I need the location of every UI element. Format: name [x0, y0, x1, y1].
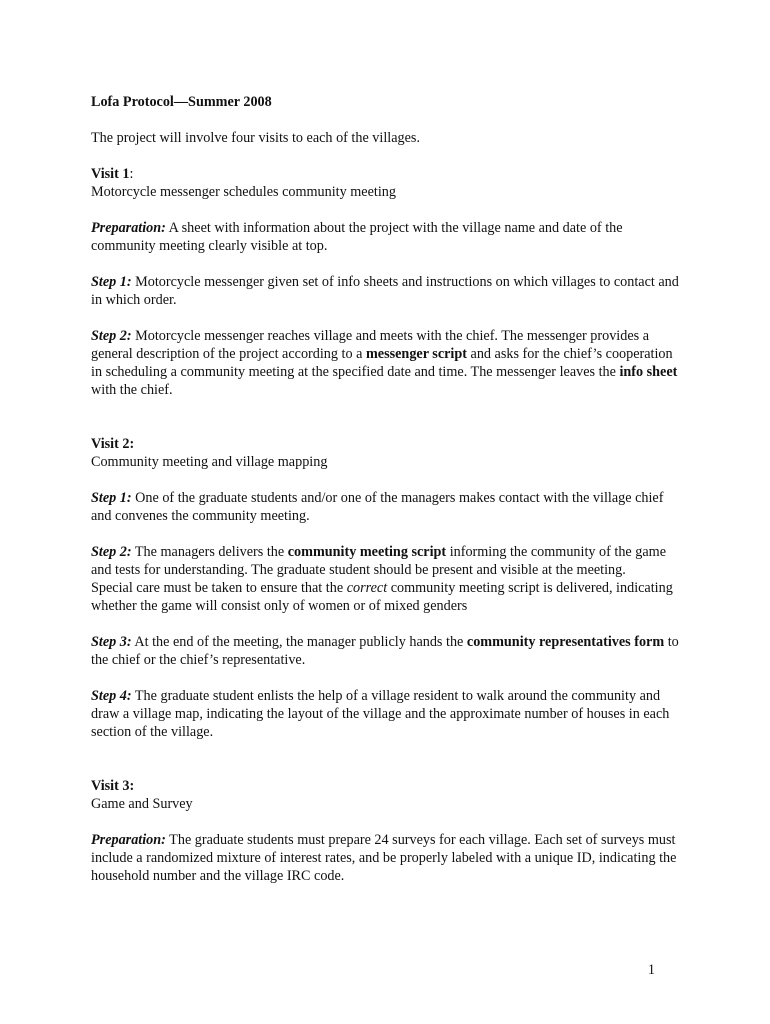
visit-1-heading-label: Visit 1 — [91, 166, 130, 182]
visit-2-step-2-note — [91, 579, 681, 615]
visit-2-heading: Visit 2: — [91, 436, 135, 452]
visit-1-step-1-label: Step 1: — [91, 274, 132, 290]
visit-1-step-2-text-c: with the chief. — [91, 382, 173, 398]
visit-1-preparation — [91, 219, 681, 255]
document-body — [91, 93, 681, 885]
visit-2-section — [91, 435, 681, 741]
info-sheet-term: info sheet — [619, 364, 678, 380]
visit-2-step-4 — [91, 687, 681, 741]
document-title: Lofa Protocol—Summer 2008 — [91, 94, 272, 110]
visit-1-preparation-label: Preparation: — [91, 220, 166, 236]
visit-1-step-2-text-b: and asks for the chief’s cooperation in scheduling a community meeting at the specified date and time. The messenger leaves the — [91, 346, 673, 380]
visit-2-step-2-text-a: The managers delivers the — [131, 544, 288, 560]
visit-3-heading: Visit 3: — [91, 778, 135, 794]
visit-2-step-2-text-b: informing the community of the game and tests for understanding. The graduate student should be present and visible at the meeting. — [91, 544, 666, 578]
visit-2-step-1 — [91, 489, 681, 525]
visit-2-step-3 — [91, 633, 681, 669]
intro-paragraph: The project will involve four visits to each of the villages. — [91, 130, 420, 146]
community-representatives-form-term: community representatives form — [466, 634, 665, 650]
visit-1-step-2 — [91, 327, 681, 399]
visit-2-step-4-label: Step 4: — [91, 688, 132, 704]
visit-2-step-3-text-b: to the chief or the chief’s representative. — [91, 634, 679, 668]
visit-3-preparation-label: Preparation: — [91, 832, 166, 848]
visit-2-step-4-text: The graduate student enlists the help of a village resident to walk around the community and draw a village map, indicating the layout of the village and the approximate number of houses in each section of the village. — [91, 688, 670, 740]
visit-1-step-2-text-a: Motorcycle messenger reaches village and meets with the chief. The messenger provides a general description of the project according to a — [91, 328, 649, 362]
visit-1-step-1 — [91, 273, 681, 309]
messenger-script-term: messenger script — [365, 346, 467, 362]
community-meeting-script-term: community meeting script — [287, 544, 447, 560]
visit-2-step-3-label: Step 3: — [91, 634, 132, 650]
visit-3-preparation — [91, 831, 681, 885]
page-number: 1 — [647, 962, 655, 978]
visit-2-step-2-label: Step 2: — [91, 544, 132, 560]
visit-3-section — [91, 777, 681, 885]
visit-2-step-2-note-a: Special care must be taken to ensure that the — [91, 580, 347, 596]
visit-2-subtitle: Community meeting and village mapping — [91, 454, 328, 470]
visit-1-heading-colon: : — [129, 166, 134, 182]
visit-1-preparation-text: A sheet with information about the project with the village name and date of the community meeting clearly visible at top. — [91, 220, 623, 254]
visit-2-step-2-note-b: community meeting script is delivered, indicating whether the game will consist only of women or of mixed genders — [91, 580, 673, 614]
visit-1-heading — [91, 165, 681, 183]
visit-2-step-1-label: Step 1: — [91, 490, 132, 506]
visit-1-subtitle: Motorcycle messenger schedules community meeting — [91, 184, 396, 200]
visit-1-step-1-text: Motorcycle messenger given set of info sheets and instructions on which villages to contact and in which order. — [91, 274, 679, 308]
visit-2-step-3-text-a: At the end of the meeting, the manager publicly hands the — [131, 634, 467, 650]
visit-1-step-2-label: Step 2: — [91, 328, 132, 344]
visit-2-step-1-text: One of the graduate students and/or one of the managers makes contact with the village chief and convenes the community meeting. — [91, 490, 664, 524]
correct-emphasis: correct — [346, 580, 388, 596]
visit-3-subtitle: Game and Survey — [91, 796, 193, 812]
visit-2-step-2 — [91, 543, 681, 579]
visit-1-section — [91, 165, 681, 399]
visit-3-preparation-text: The graduate students must prepare 24 surveys for each village. Each set of surveys must include a randomized mixture of interest rates, and be properly labeled with a unique ID, indicating the household number and the village IRC code. — [91, 832, 677, 884]
